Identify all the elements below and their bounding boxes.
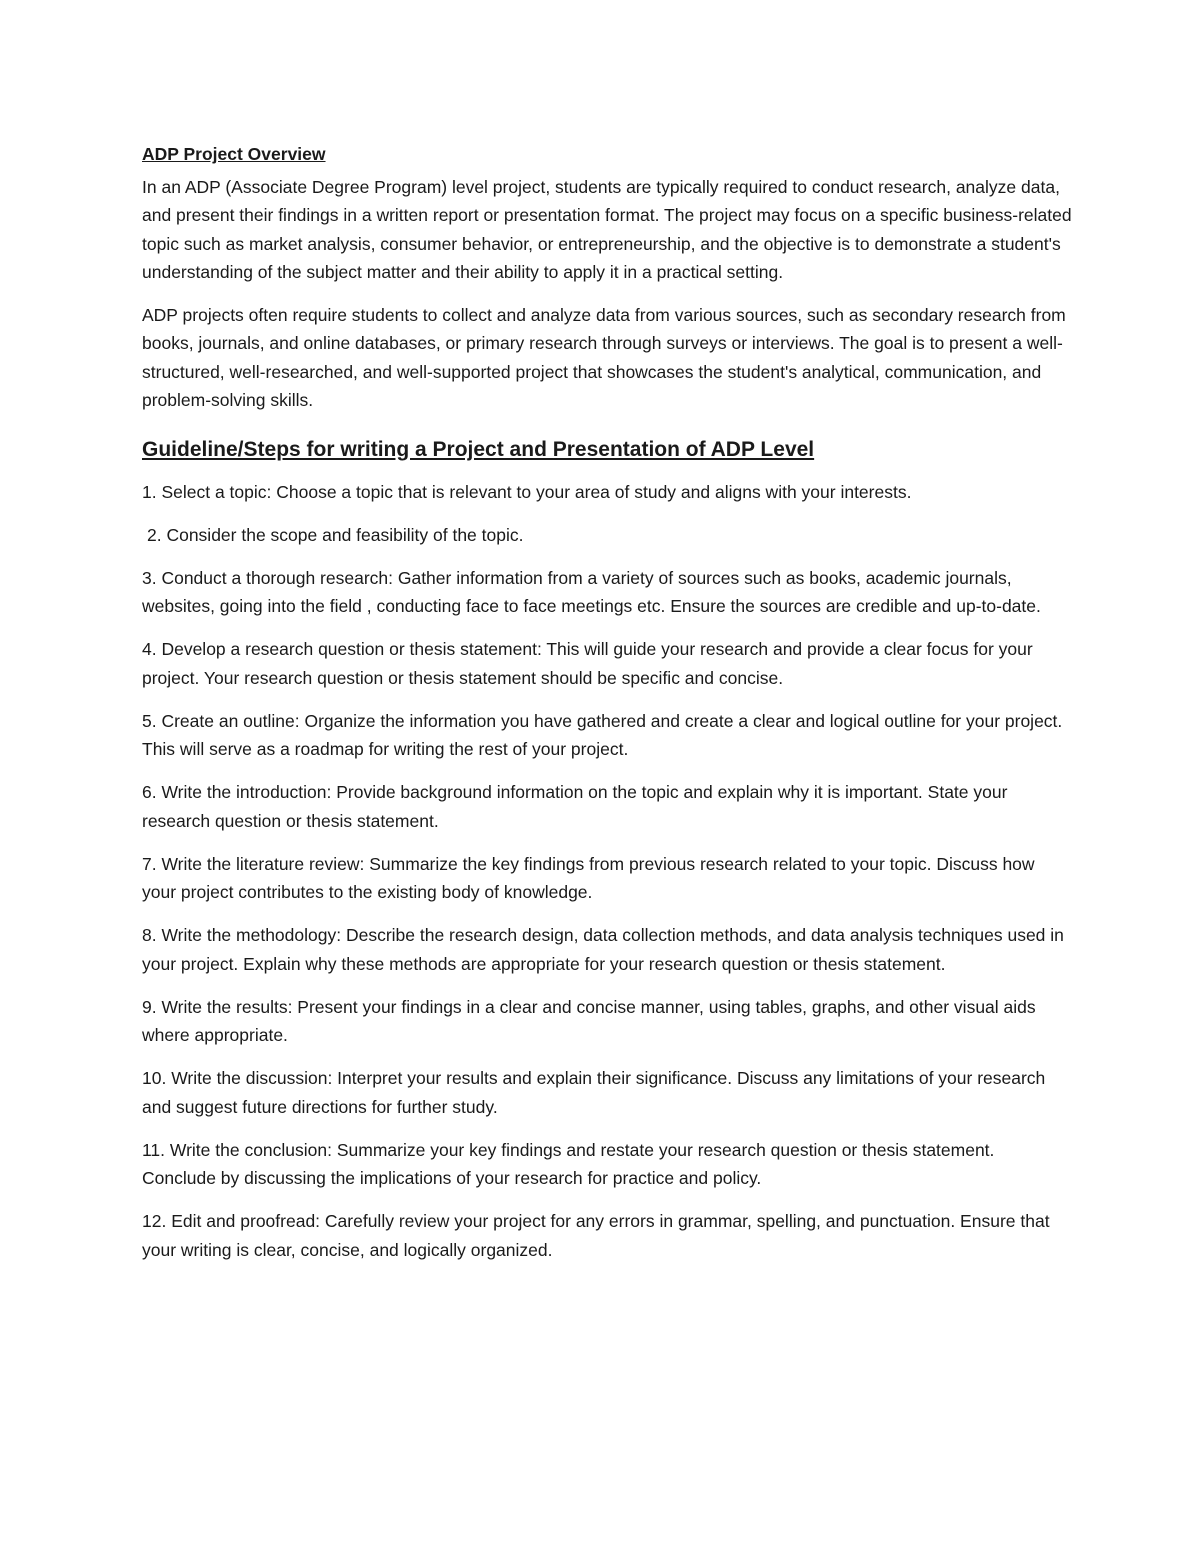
document-page: [142, 140, 1072, 1279]
step-6: 6. Write the introduction: Provide background information on the topic and explain why it is important. State your research question or thesis statement.: [142, 782, 1008, 831]
overview-title: ADP Project Overview: [142, 144, 326, 164]
step-3: 3. Conduct a thorough research: Gather information from a variety of sources such as books, academic journals, websites, going into the field , conducting face to face meetings etc. Ensure the sources are credible and up-to-date.: [142, 567, 1041, 616]
step-11: 11. Write the conclusion: Summarize your key findings and restate your research question or thesis statement. Conclude by discussing the implications of your research for practice and policy.: [142, 1139, 995, 1188]
step-1: 1. Select a topic: Choose a topic that is relevant to your area of study and aligns with your interests.: [142, 481, 912, 502]
step-12: 12. Edit and proofread: Carefully review your project for any errors in grammar, spelling, and punctuation. Ensure that your writing is clear, concise, and logically organized.: [142, 1211, 1050, 1260]
step-10: 10. Write the discussion: Interpret your results and explain their significance. Discuss any limitations of your research and suggest future directions for further study.: [142, 1068, 1046, 1117]
step-8: 8. Write the methodology: Describe the research design, data collection methods, and data analysis techniques used in your project. Explain why these methods are appropriate for your research question or thesis statement.: [142, 925, 1064, 974]
step-4: 4. Develop a research question or thesis statement: This will guide your research and provide a clear focus for your project. Your research question or thesis statement should be specific and concise.: [142, 639, 1033, 688]
step-9: 9. Write the results: Present your findings in a clear and concise manner, using tables, graphs, and other visual aids where appropriate.: [142, 996, 1036, 1045]
step-7: 7. Write the literature review: Summarize the key findings from previous research related to your topic. Discuss how your project contributes to the existing body of knowledge.: [142, 853, 1035, 902]
overview-paragraph-2: ADP projects often require students to collect and analyze data from various sources, such as secondary research from books, journals, and online databases, or primary research through surveys or interviews. The goal is to present a well-structured, well-researched, and well-supported project that showcases the student's analytical, communication, and problem-solving skills.: [142, 304, 1066, 410]
step-5: 5. Create an outline: Organize the information you have gathered and create a clear and logical outline for your project. This will serve as a roadmap for writing the rest of your project.: [142, 710, 1063, 759]
step-2: 2. Consider the scope and feasibility of the topic.: [147, 524, 524, 545]
guideline-title: Guideline/Steps for writing a Project and Presentation of ADP Level: [142, 437, 815, 461]
overview-paragraph-1: In an ADP (Associate Degree Program) level project, students are typically required to conduct research, analyze data, and present their findings in a written report or presentation format. The project may focus on a specific business-related topic such as market analysis, consumer behavior, or entrepreneurship, and the objective is to demonstrate a student's understanding of the subject matter and their ability to apply it in a practical setting.: [142, 176, 1072, 282]
